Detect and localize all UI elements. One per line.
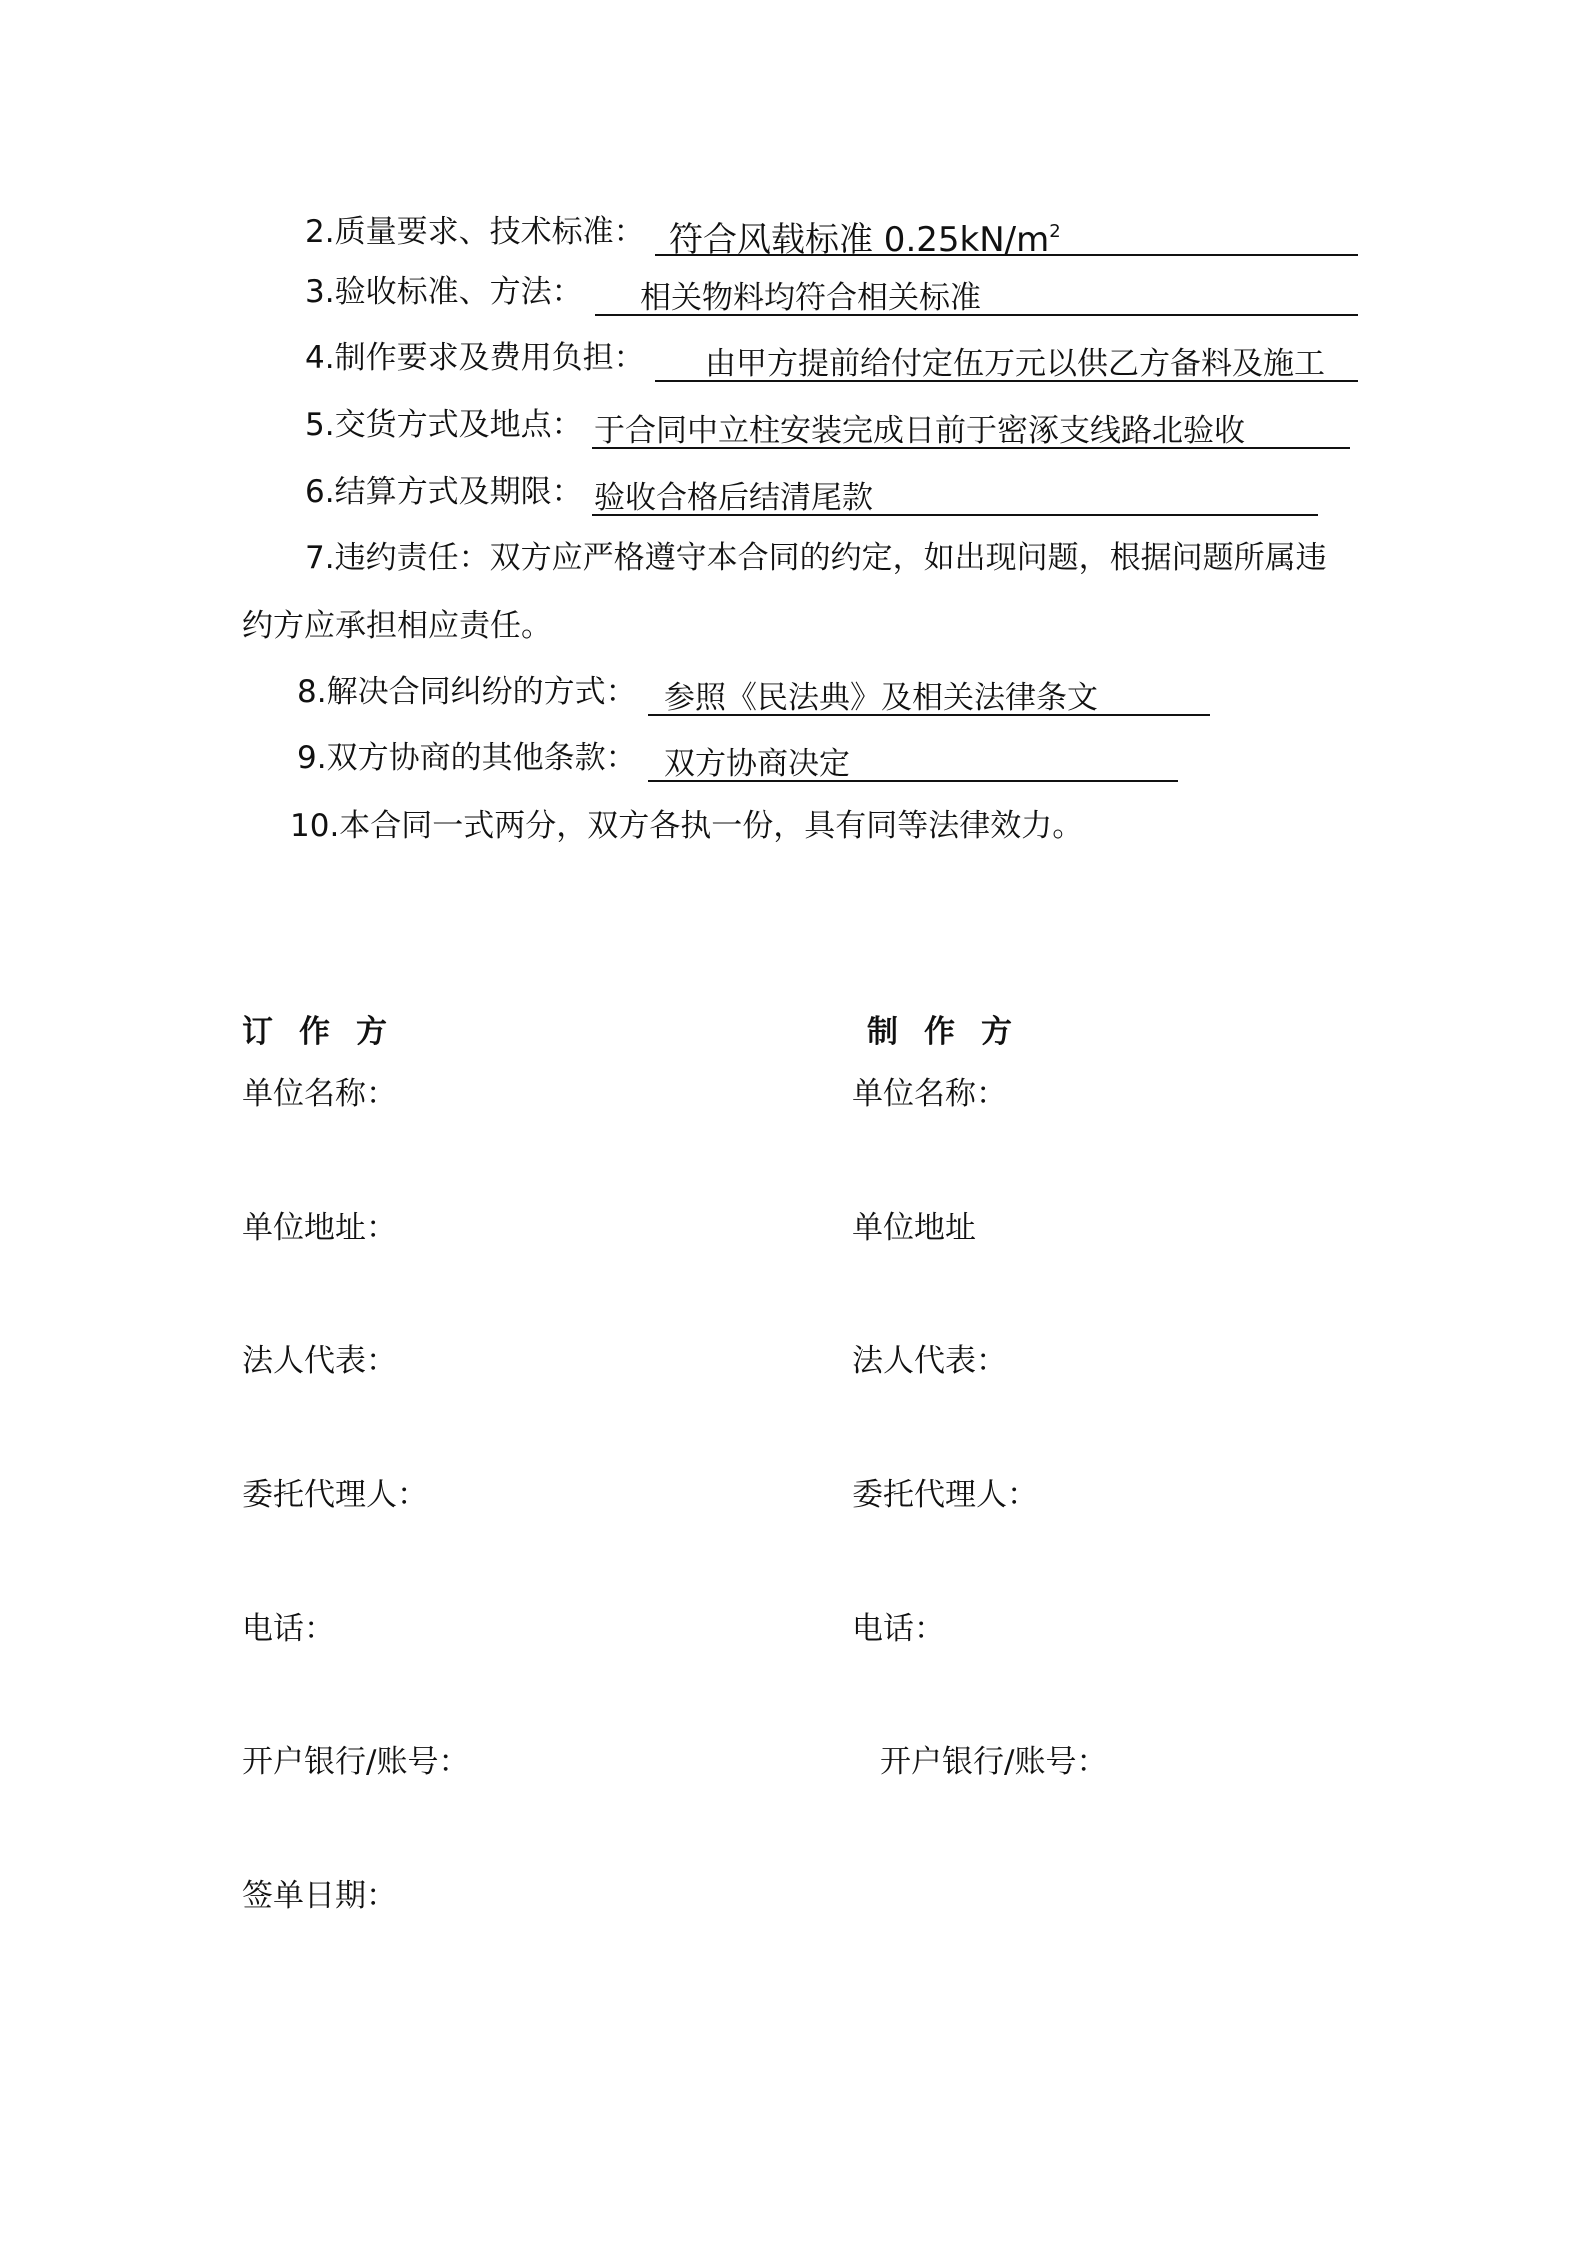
left-legal-rep: 法人代表： xyxy=(242,1343,397,1379)
clause-4-underline xyxy=(655,380,1358,382)
clause-2-label: 2.质量要求、技术标准： xyxy=(305,214,645,250)
clause-5-underline xyxy=(592,447,1350,449)
sign-date: 签单日期： xyxy=(242,1878,397,1914)
clause-2-underline xyxy=(655,254,1358,256)
clause-5-label: 5.交货方式及地点： xyxy=(305,407,583,443)
clause-8-label: 8.解决合同纠纷的方式： xyxy=(297,674,637,710)
left-unit-name: 单位名称： xyxy=(242,1076,397,1112)
clause-9-underline xyxy=(648,780,1178,782)
clause-10: 10.本合同一式两分，双方各执一份，具有同等法律效力。 xyxy=(290,808,1084,844)
clause-6-value: 验收合格后结清尾款 xyxy=(594,480,873,516)
clause-7-line1: 7.违约责任：双方应严格遵守本合同的约定，如出现问题，根据问题所属违 xyxy=(305,540,1327,576)
clause-8 xyxy=(297,672,637,712)
right-party-title: 制作方 xyxy=(867,1014,1038,1050)
left-bank-account: 开户银行/账号： xyxy=(242,1744,470,1780)
clause-3-label: 3.验收标准、方法： xyxy=(305,274,583,310)
right-bank-account: 开户银行/账号： xyxy=(880,1744,1108,1780)
clause-9-value: 双方协商决定 xyxy=(664,746,850,782)
left-phone: 电话： xyxy=(242,1611,335,1647)
clause-4 xyxy=(305,338,645,378)
clause-3-field xyxy=(595,272,1358,316)
right-legal-rep: 法人代表： xyxy=(852,1343,1007,1379)
left-unit-address: 单位地址： xyxy=(242,1210,397,1246)
clause-9-label: 9.双方协商的其他条款： xyxy=(297,740,637,776)
clause-7-line2: 约方应承担相应责任。 xyxy=(242,608,552,644)
clause-9-field xyxy=(648,738,1178,782)
clause-8-underline xyxy=(648,714,1210,716)
clause-2-field xyxy=(655,212,1358,260)
clause-8-field xyxy=(648,672,1210,716)
right-unit-name: 单位名称： xyxy=(852,1076,1007,1112)
clause-9 xyxy=(297,738,637,778)
clause-4-label: 4.制作要求及费用负担： xyxy=(305,340,645,376)
clause-6-label: 6.结算方式及期限： xyxy=(305,474,583,510)
clause-4-field xyxy=(655,338,1358,382)
right-phone: 电话： xyxy=(852,1611,945,1647)
clause-6-field xyxy=(592,472,1318,516)
clause-6 xyxy=(305,472,583,512)
clause-3-value: 相关物料均符合相关标准 xyxy=(640,280,981,316)
right-agent: 委托代理人： xyxy=(852,1477,1038,1513)
clause-2-value: 符合风载标准 $0.25kN/m^2$ xyxy=(669,220,1061,260)
clause-4-value: 由甲方提前给付定伍万元以供乙方备料及施工 xyxy=(705,346,1325,382)
right-unit-address: 单位地址 xyxy=(852,1210,976,1246)
clause-5 xyxy=(305,405,583,445)
clause-5-field xyxy=(592,405,1350,449)
left-party-title: 订作方 xyxy=(242,1014,413,1050)
clause-5-value: 于合同中立柱安装完成日前于密涿支线路北验收 xyxy=(594,413,1245,449)
left-agent: 委托代理人： xyxy=(242,1477,428,1513)
clause-3 xyxy=(305,272,583,312)
clause-3-underline xyxy=(595,314,1358,316)
clause-2 xyxy=(305,212,645,252)
clause-6-underline xyxy=(592,514,1318,516)
clause-8-value: 参照《民法典》及相关法律条文 xyxy=(664,680,1098,716)
